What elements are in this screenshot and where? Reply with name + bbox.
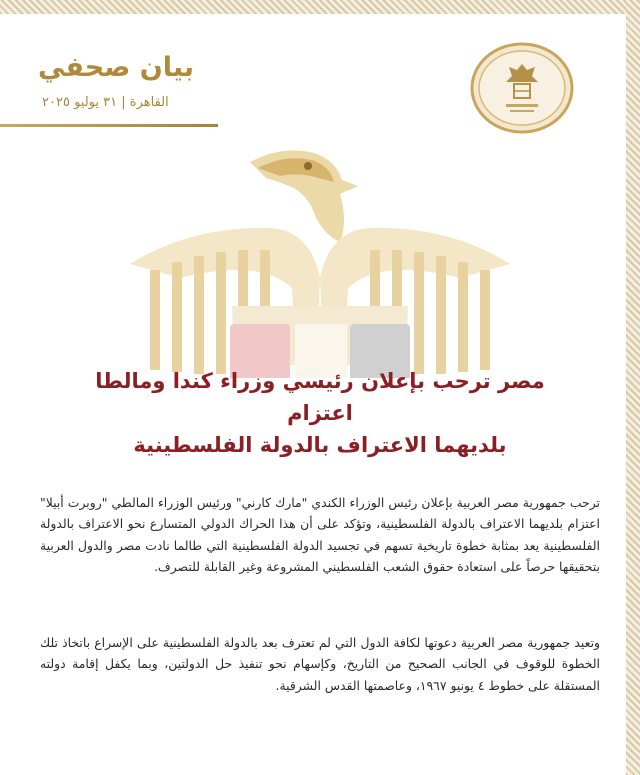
decorative-border-top [0, 0, 640, 14]
decorative-border-right [626, 0, 640, 775]
body-paragraph-1: ترحب جمهورية مصر العربية بإعلان رئيس الوزراء الكندي "مارك كارني" ورئيس الوزراء المالطي "روبرت أبيلا" اعتزام بلديهما الاعتراف بالدولة الفلسطينية، وتؤكد على أن هذا الحراك الدولي المتسارع نحو الاعتراف بالدولة الفلسطينية يعد بمثابة خطوة تاريخية تسهم في تجسيد الدولة الفلسطينية التي طالما نادت مصر والدول العربية بتحقيقها حرصاً على استعادة حقوق الشعب الفلسطيني المشروعة وغير القابلة للتصرف. [40, 495, 600, 574]
golden-eagle-emblem-icon [120, 138, 520, 378]
body-paragraph-2: وتعيد جمهورية مصر العربية دعوتها لكافة الدول التي لم تعترف بعد بالدولة الفلسطينية على الإسراع باتخاذ تلك الخطوة للوقوف في الجانب الصحيح من التاريخ، وكإسهام نحو تنفيذ حل الدولتين، وبما يكفل إقامة دولته المستقلة على خطوط ٤ يونيو ١٩٦٧، وعاصمتها القدس الشرقية. [40, 635, 600, 693]
press-release-dateline: القاهرة | ٣١ يوليو ٢٠٢٥ [42, 95, 169, 110]
headline [90, 365, 550, 461]
headline-line-2: بلديهما الاعتراف بالدولة الفلسطينية [133, 433, 507, 457]
press-release-title: بيان صحفي [38, 52, 195, 83]
egypt-eagle-seal-icon [470, 42, 574, 134]
header-divider [0, 124, 218, 127]
headline-line-1: مصر ترحب بإعلان رئيسي وزراء كندا ومالطا اعتزام [95, 369, 545, 425]
